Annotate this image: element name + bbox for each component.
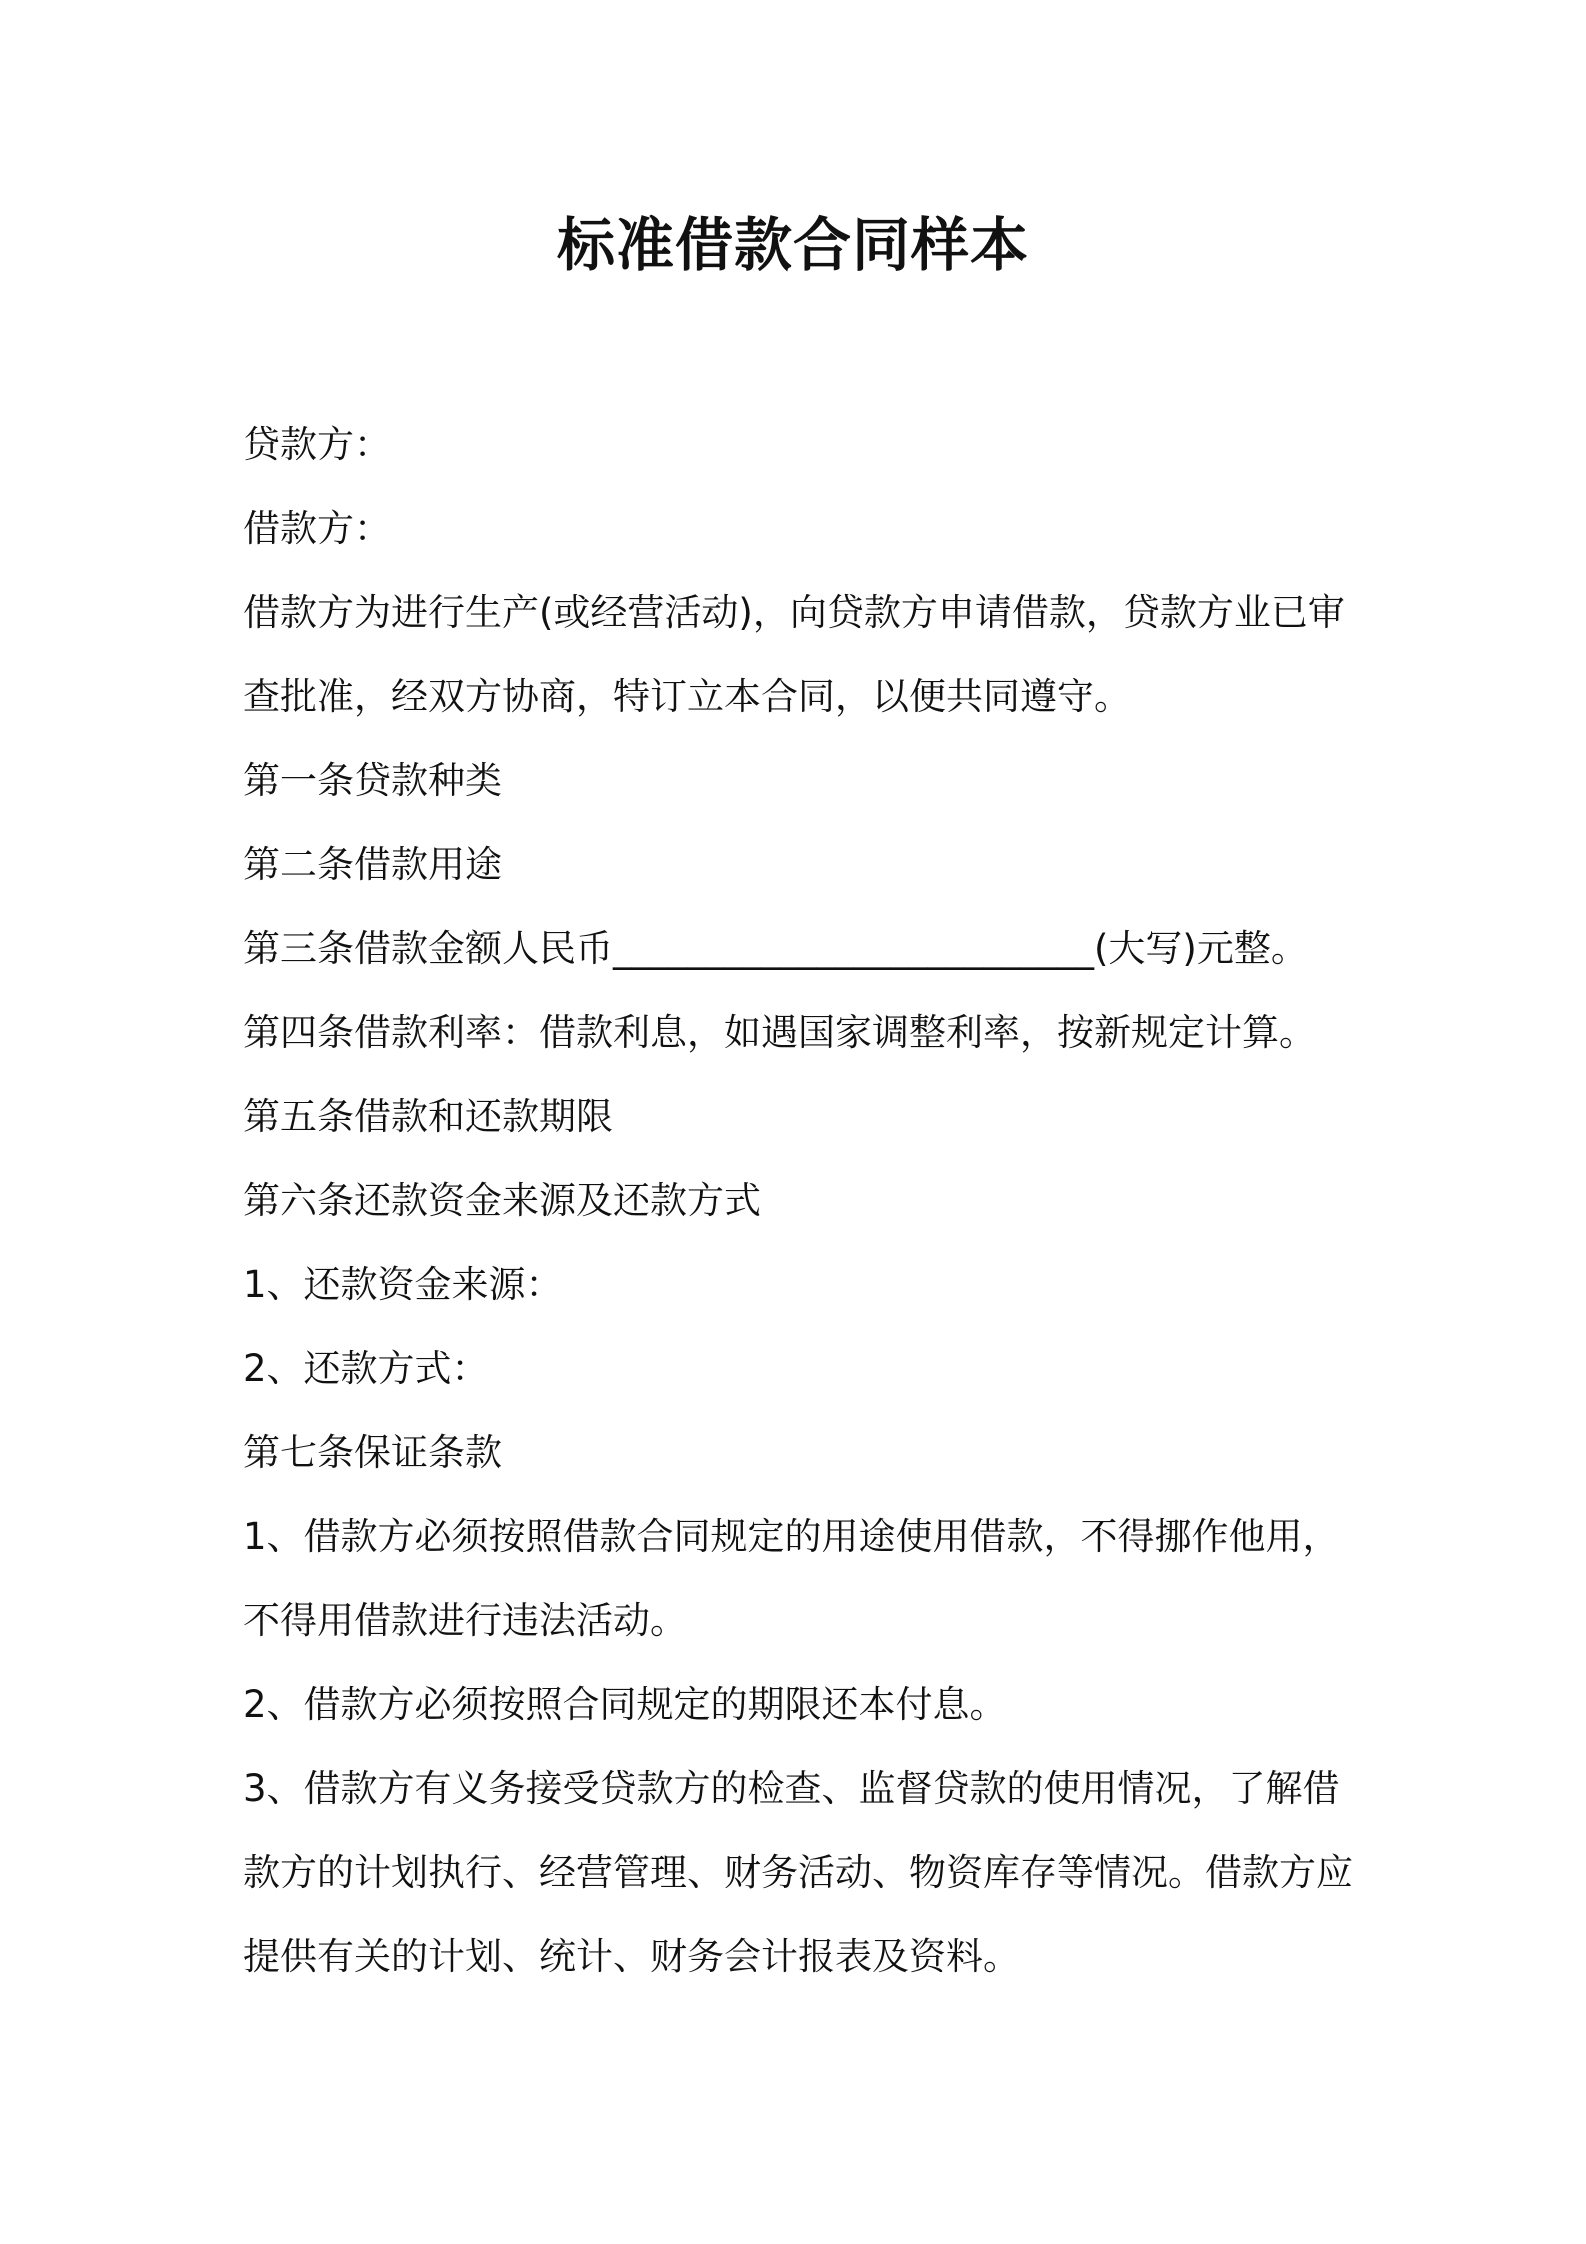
preamble-line-1: 借款方为进行生产(或经营活动)，向贷款方申请借款，贷款方业已审: [243, 591, 1345, 634]
guarantee-clause-1-line-1: 1、借款方必须按照借款合同规定的用途使用借款，不得挪作他用，: [243, 1515, 1340, 1558]
preamble-line-2: 查批准，经双方协商，特订立本合同，以便共同遵守。: [243, 675, 1131, 718]
guarantee-clause-1-line-2: 不得用借款进行违法活动。: [243, 1599, 687, 1642]
lender-line: 贷款方：: [243, 423, 391, 466]
guarantee-clause-3-line-3: 提供有关的计划、统计、财务会计报表及资料。: [243, 1935, 1020, 1978]
repayment-source-item: 1、还款资金来源：: [243, 1263, 563, 1306]
article-5-heading: 第五条借款和还款期限: [243, 1095, 613, 1138]
article-3-amount-line: 第三条借款金额人民币__________________________(大写)元整。: [243, 927, 1308, 970]
document-title: 标准借款合同样本: [556, 211, 1029, 279]
guarantee-clause-3-line-1: 3、借款方有义务接受贷款方的检查、监督贷款的使用情况，了解借: [243, 1767, 1340, 1810]
article-7-heading: 第七条保证条款: [243, 1431, 502, 1474]
guarantee-clause-3-line-2: 款方的计划执行、经营管理、财务活动、物资库存等情况。借款方应: [243, 1851, 1353, 1894]
borrower-line: 借款方：: [243, 507, 391, 550]
guarantee-clause-2: 2、借款方必须按照合同规定的期限还本付息。: [243, 1683, 1007, 1726]
article-2-heading: 第二条借款用途: [243, 843, 502, 886]
article-6-heading: 第六条还款资金来源及还款方式: [243, 1179, 761, 1222]
article-1-heading: 第一条贷款种类: [243, 759, 502, 802]
article-4-interest-line: 第四条借款利率：借款利息，如遇国家调整利率，按新规定计算。: [243, 1011, 1316, 1054]
document-body: [243, 403, 1363, 1999]
repayment-method-item: 2、还款方式：: [243, 1347, 489, 1390]
